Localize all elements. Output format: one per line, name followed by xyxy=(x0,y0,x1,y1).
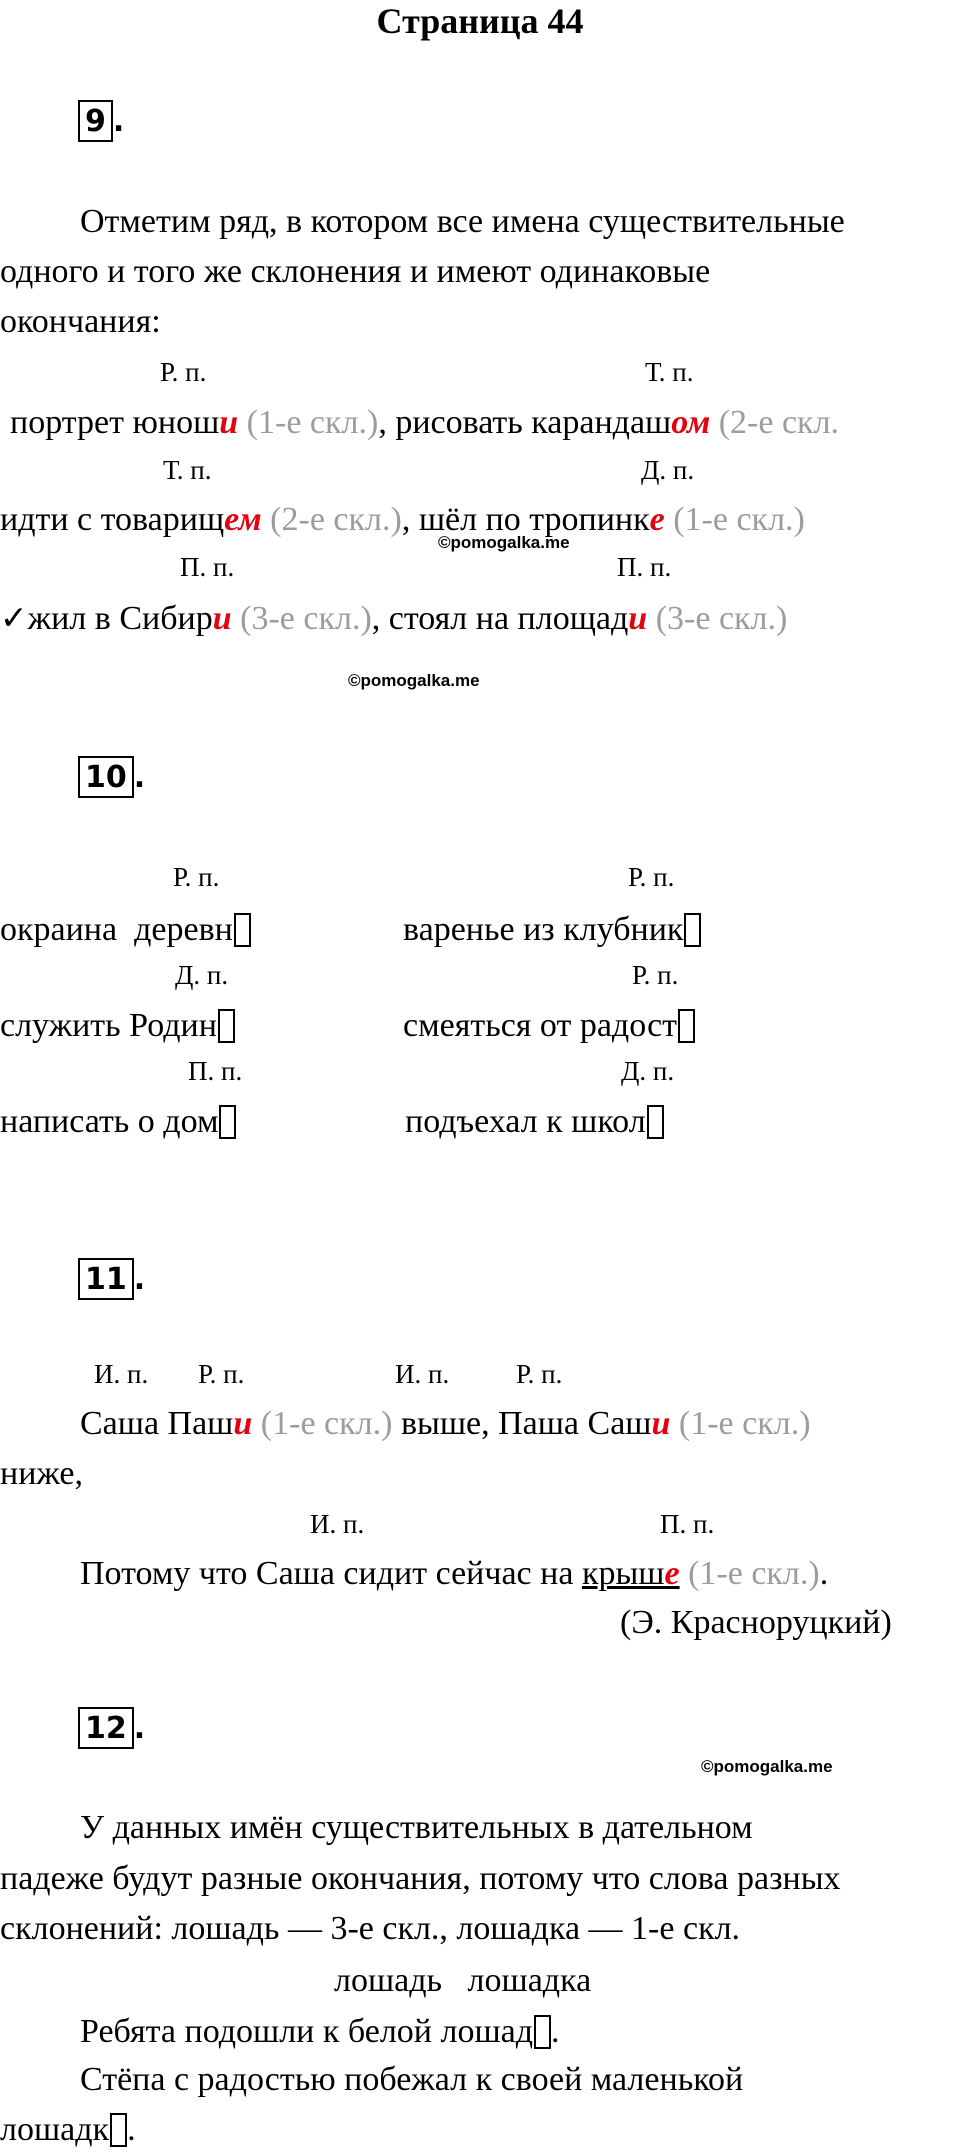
ending-box xyxy=(647,1105,664,1139)
ending: е xyxy=(649,501,665,538)
poem-line: ниже, xyxy=(0,1455,84,1492)
ending-box xyxy=(678,1009,695,1043)
declension-note: (2-е скл. xyxy=(718,404,840,441)
case-label: П. п. xyxy=(180,552,235,582)
task-9-row-3: ✓жил в Сибири (3-е скл.), стоял на площади (3-е скл.) xyxy=(0,598,788,637)
ending: и xyxy=(212,600,232,637)
declension-note: (1-е скл.) xyxy=(260,1405,393,1442)
ending: и xyxy=(651,1405,671,1442)
ending-box xyxy=(218,1009,235,1043)
task-10-right-phrase: варенье из клубник xyxy=(403,910,701,950)
poem-author: (Э. Красноруцкий) xyxy=(620,1604,892,1641)
case-label: Д. п. xyxy=(621,1056,675,1086)
case-label: И. п. xyxy=(94,1359,149,1389)
case-label: Т. п. xyxy=(163,455,212,485)
case-label: Р. п. xyxy=(516,1359,563,1389)
declension-note: (3-е скл.) xyxy=(655,600,788,637)
task-12-paragraph-line: падеже будут разные окончания, потому что слова разных xyxy=(0,1860,841,1897)
watermark: ©pomogalka.me xyxy=(348,671,480,690)
case-label: И. п. xyxy=(395,1359,450,1389)
declension-note: (1-е скл.) xyxy=(673,501,805,538)
case-label: Д. п. xyxy=(175,960,229,990)
task-12-paragraph-line: У данных имён существительных в дательном xyxy=(80,1809,753,1846)
task-10-number: 10 . xyxy=(78,756,145,798)
poem-line: Саша Паши (1-е скл.) выше, Паша Саши (1-е скл.) xyxy=(80,1405,811,1442)
case-label: П. п. xyxy=(660,1509,715,1539)
case-label: П. п. xyxy=(617,552,672,582)
ending-box xyxy=(684,913,701,947)
poem-line: Потому что Саша сидит сейчас на крыше (1-е скл.). xyxy=(80,1555,829,1592)
task-9-paragraph-line: окончания: xyxy=(0,303,161,340)
task-9-paragraph-line: одного и того же склонения и имеют одинаковые xyxy=(0,253,711,290)
page-title: Страница 44 xyxy=(376,1,584,41)
declension-note: (1-е скл.) xyxy=(246,404,379,441)
task-12-sentence: Стёпа с радостью побежал к своей маленькой xyxy=(80,2061,744,2098)
case-label: Р. п. xyxy=(160,357,207,387)
task-10-right-phrase: смеяться от радост xyxy=(403,1006,695,1046)
ending: ом xyxy=(671,404,711,441)
watermark: ©pomogalka.me xyxy=(438,533,570,552)
task-9-row-1: портрет юноши (1-е скл.), рисовать карандашом (2-е скл. xyxy=(10,404,840,441)
ending: ем xyxy=(224,501,262,538)
ending-box xyxy=(219,1105,236,1139)
task-9-number: 9 . xyxy=(78,100,124,142)
task-10-left-phrase: служить Родин xyxy=(0,1006,235,1046)
ending: е xyxy=(664,1555,680,1592)
task-12-number: 12 . xyxy=(78,1707,145,1749)
task-9-row-2: идти с товарищем (2-е скл.), шёл по тропинке (1-е скл.) xyxy=(0,501,805,538)
case-label: Д. п. xyxy=(641,455,695,485)
ending: и xyxy=(628,600,648,637)
task-12-sentence: лошадк . xyxy=(0,2111,136,2148)
task-10-left-phrase: написать о дом xyxy=(0,1102,236,1142)
ending: и xyxy=(219,404,239,441)
task-11-number: 11 . xyxy=(78,1258,145,1300)
declension-note: (3-е скл.) xyxy=(240,600,372,637)
task-10-right-phrase: подъехал к школ xyxy=(405,1102,664,1142)
ending-box xyxy=(110,2113,127,2147)
case-label: Р. п. xyxy=(173,862,220,892)
case-label: П. п. xyxy=(188,1056,243,1086)
declension-note: (1-е скл.) xyxy=(688,1555,820,1592)
task-9-paragraph-line: Отметим ряд, в котором все имена существительные xyxy=(80,203,845,240)
ending-box xyxy=(234,913,251,947)
case-label: Р. п. xyxy=(628,862,675,892)
declension-note: (2-е скл.) xyxy=(270,501,402,538)
task-12-sentence: Ребята подошли к белой лошад . xyxy=(80,2013,560,2050)
declension-note: (1-е скл.) xyxy=(678,1405,811,1442)
watermark: ©pomogalka.me xyxy=(701,1757,833,1776)
case-label: Р. п. xyxy=(632,960,679,990)
underlined-word: крыше xyxy=(581,1555,680,1592)
ending: и xyxy=(233,1405,253,1442)
task-12-paragraph-line: склонений: лошадь — 3-е скл., лошадка — 1-е скл. xyxy=(0,1910,741,1947)
task-12-words: лошадь лошадка xyxy=(334,1962,592,1999)
checkmark-icon: ✓ xyxy=(0,598,28,637)
case-label: Р. п. xyxy=(198,1359,245,1389)
ending-box xyxy=(534,2015,551,2049)
task-10-left-phrase: окраина деревн xyxy=(0,910,251,950)
case-label: И. п. xyxy=(310,1509,365,1539)
case-label: Т. п. xyxy=(645,357,694,387)
